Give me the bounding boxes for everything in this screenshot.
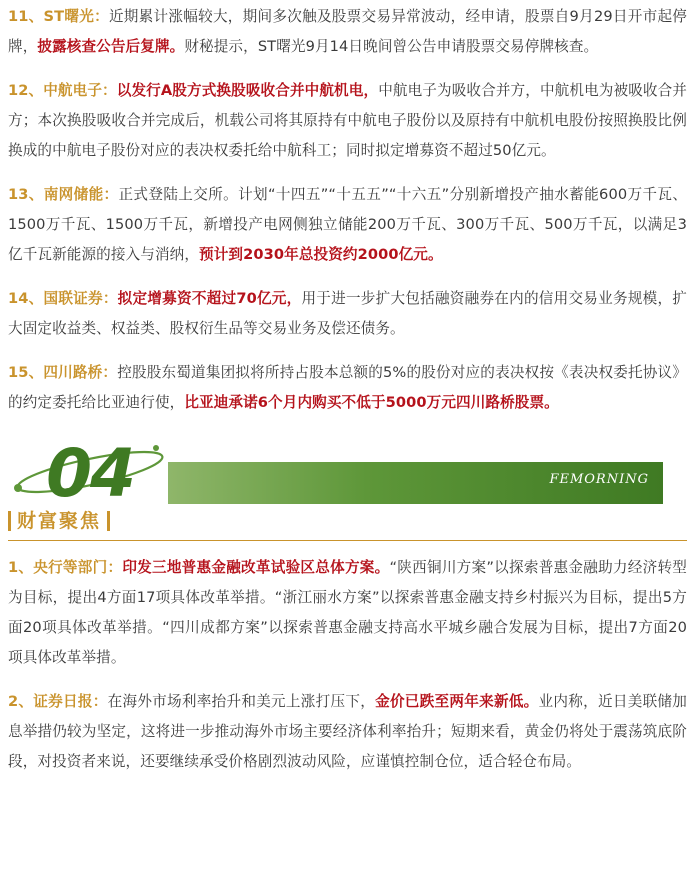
dot-icon	[14, 484, 22, 492]
highlight-text: 预计到2030年总投资约2000亿元。	[199, 246, 443, 263]
body-text: 近期累计涨幅较大，期间多次触及股票交易异常波动，经申请，股票自9月29日开市起停牌，	[8, 8, 687, 55]
news-item-lead: 11、ST曙光：	[8, 8, 109, 25]
news-item-lead: 2、证券日报：	[8, 693, 108, 710]
news-item	[8, 76, 687, 166]
body-text: 业内称，近日美联储加息举措仍较为坚定，这将进一步推动海外市场主要经济体利率抬升；短期来看，黄金仍将处于震荡筑底阶段，对投资者来说，还要继续承受价格剧烈波动风险，应谨慎控制仓位，适合轻仓布局。	[8, 693, 687, 770]
section-heading	[8, 506, 687, 541]
section-number: 04	[46, 435, 134, 506]
body-text: 财秘提示，ST曙光9月14日晚间曾公告申请股票交易停牌核查。	[184, 38, 599, 55]
body-text: 在海外市场利率抬升和美元上涨打压下，	[107, 693, 376, 710]
highlight-text: 披露核查公告后复牌。	[37, 38, 185, 55]
body-text: 正式登陆上交所。计划“十四五”“十五五”“十六五”分别新增投产抽水蓄能600万千瓦、1500万千瓦、1500万千瓦，新增投产电网侧独立储能200万千瓦、300万千瓦、500万千瓦，以满足3亿千瓦新能源的接入与消纳，	[8, 186, 688, 263]
news-item	[8, 553, 687, 673]
body-text: 控股股东蜀道集团拟将所持占股本总额的5%的股份对应的表决权按《表决权委托协议》的约定委托给比亚迪行使，	[8, 364, 687, 411]
news-list	[8, 2, 687, 418]
news-item	[8, 180, 687, 270]
news-item	[8, 358, 687, 418]
news-list-2	[8, 553, 687, 777]
news-item	[8, 284, 687, 344]
body-text: 用于进一步扩大包括融资融券在内的信用交易业务规模，扩大固定收益类、权益类、股权衍生品等交易业务及偿还债务。	[8, 290, 687, 337]
news-item-lead: 14、国联证券：	[8, 290, 118, 307]
dot-icon	[153, 445, 159, 451]
body-text: 中航电子为吸收合并方，中航机电为被吸收合并方；本次换股吸收合并完成后，机载公司将其原持有中航电子股份以及原持有中航机电股份按照换股比例换成的中航电子股份对应的表决权委托给中航科工；同时拟定增募资不超过50亿元。	[8, 82, 688, 159]
section-number-emblem	[10, 432, 170, 506]
news-item-lead: 12、中航电子：	[8, 82, 117, 99]
brand-label: FEMORNING	[549, 472, 649, 487]
banner-bar	[168, 462, 663, 504]
news-item-lead: 13、南网储能：	[8, 186, 119, 203]
news-item	[8, 2, 687, 62]
body-text: “陕西铜川方案”以探索普惠金融助力经济转型为目标，提出4方面17项具体改革举措。“浙江丽水方案”以探索普惠金融支持乡村振兴为目标，提出5方面20项具体改革举措。“四川成都方案”以探索普惠金融支持高水平城乡融合发展为目标，提出7方面20项具体改革举措。	[8, 559, 687, 666]
section-title: 财富聚焦	[17, 510, 102, 532]
news-item	[8, 687, 687, 777]
heading-bar-left	[8, 511, 11, 531]
highlight-text: 印发三地普惠金融改革试验区总体方案。	[122, 559, 390, 576]
news-item-lead: 15、四川路桥：	[8, 364, 118, 381]
news-item-lead: 1、央行等部门：	[8, 559, 123, 576]
highlight-text: 以发行A股方式换股吸收合并中航机电，	[116, 82, 379, 99]
highlight-text: 比亚迪承诺6个月内购买不低于5000万元四川路桥股票。	[184, 394, 559, 411]
highlight-text: 拟定增募资不超过70亿元，	[117, 290, 302, 307]
highlight-text: 金价已跌至两年来新低。	[375, 693, 539, 710]
heading-bar-right	[107, 511, 110, 531]
section-banner	[8, 432, 687, 506]
